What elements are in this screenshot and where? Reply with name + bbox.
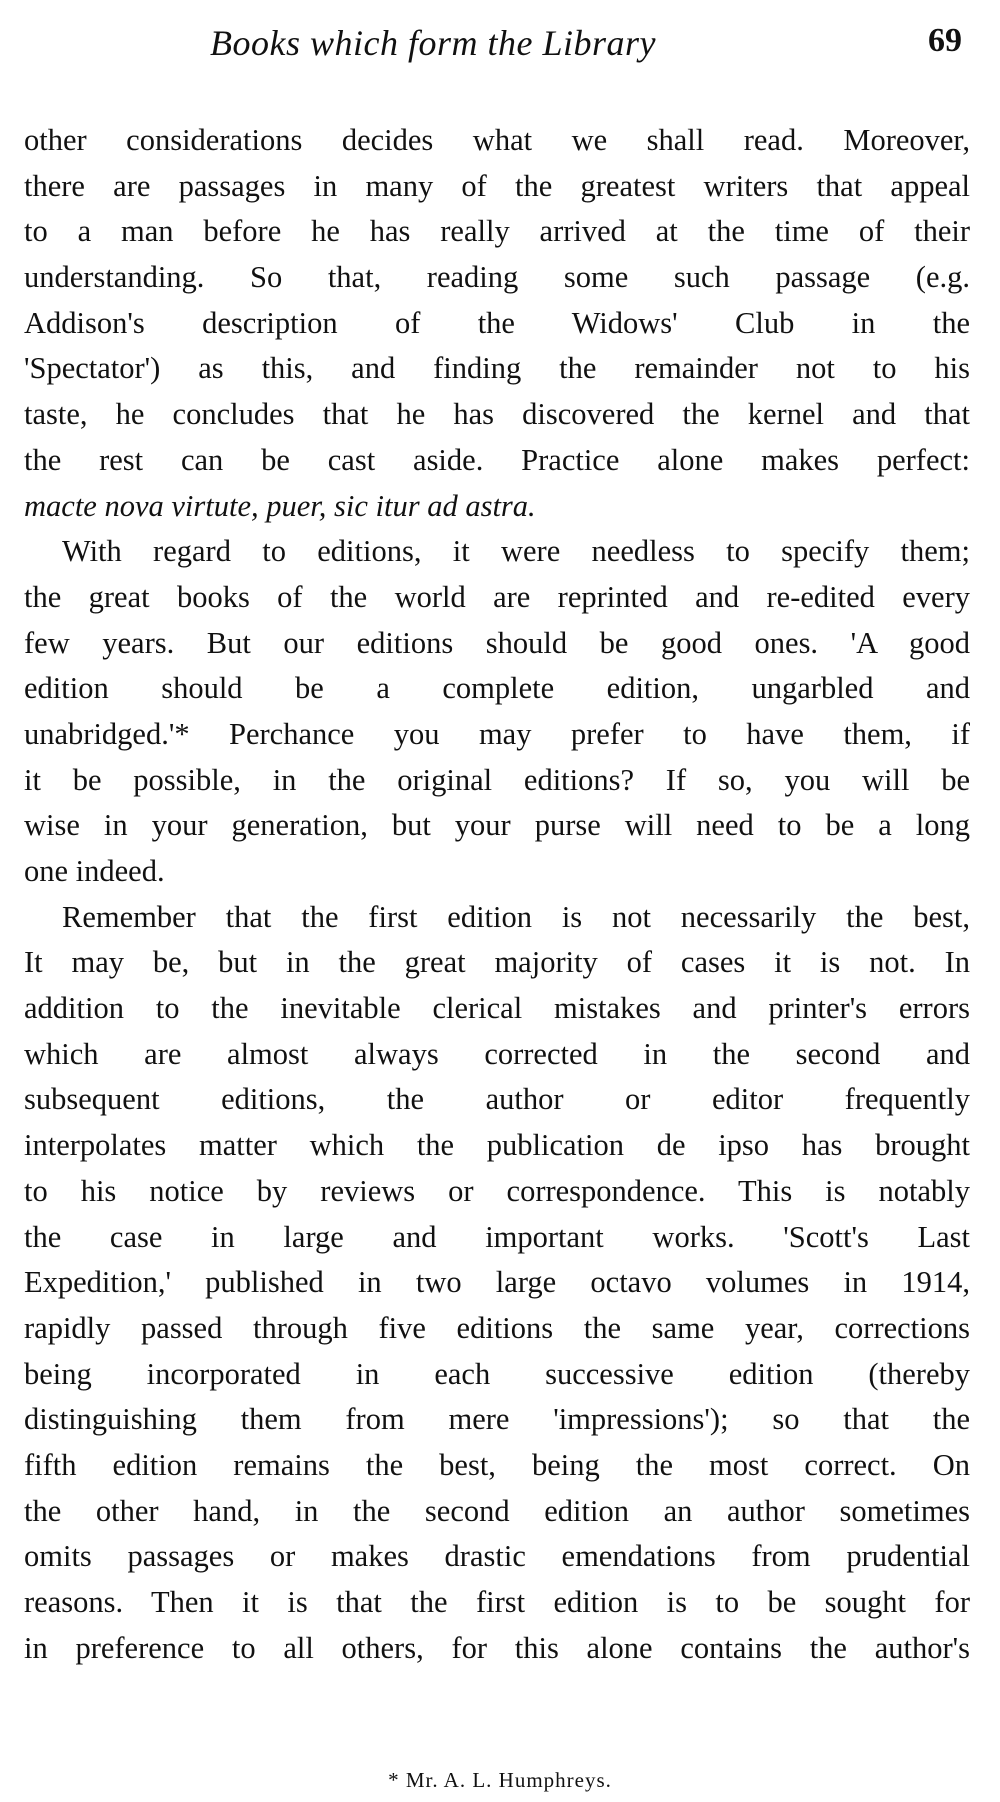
text-line: in preference to all others, for this alone contains the author's xyxy=(24,1630,970,1665)
text-line: subsequent editions, the author or editor frequently xyxy=(24,1082,970,1117)
text-line: Addison's description of the Widows' Club in the xyxy=(24,305,970,340)
text-line: reasons. Then it is that the first edition is to be sought for xyxy=(24,1585,970,1619)
footnote: * Mr. A. L. Humphreys. xyxy=(388,1768,612,1792)
text-line: there are passages in many of the greatest writers that appeal xyxy=(24,168,970,203)
text-line: the great books of the world are reprinted and re-edited every xyxy=(24,579,970,614)
text-line: addition to the inevitable clerical mistakes and printer's errors xyxy=(24,991,970,1026)
text-line: to a man before he has really arrived at the time of their xyxy=(24,214,970,249)
running-head xyxy=(0,22,1000,72)
text-line: fifth edition remains the best, being the most correct. On xyxy=(24,1447,970,1482)
text-line: With regard to editions, it were needless to specify them; xyxy=(62,534,970,569)
text-line: the case in large and important works. 'Scott's Last xyxy=(24,1219,970,1254)
text-line: edition should be a complete edition, ungarbled and xyxy=(24,671,970,706)
text-line: few years. But our editions should be good ones. 'A good xyxy=(24,625,970,660)
text-line: 'Spectator') as this, and finding the remainder not to his xyxy=(24,351,970,386)
text-line: being incorporated in each successive edition (thereby xyxy=(24,1356,970,1391)
text-line: understanding. So that, reading some such passage (e.g. xyxy=(24,260,970,295)
text-line-italic xyxy=(24,484,970,530)
text-line: taste, he concludes that he has discovered the kernel and that xyxy=(24,397,970,432)
text-line: omits passages or makes drastic emendations from prudential xyxy=(24,1539,970,1574)
text-line: unabridged.'* Perchance you may prefer to have them, if xyxy=(24,716,970,751)
text-line: Expedition,' published in two large octavo volumes in 1914, xyxy=(24,1265,970,1300)
text-line: distinguishing them from mere 'impressions'); so that the xyxy=(24,1402,970,1437)
text-line: interpolates matter which the publication de ipso has brought xyxy=(24,1128,970,1163)
text-line: which are almost always corrected in the second and xyxy=(24,1036,970,1071)
body-text xyxy=(24,118,970,1671)
text-line: the other hand, in the second edition an author sometimes xyxy=(24,1493,970,1528)
text-line: the rest can be cast aside. Practice alone makes perfect: xyxy=(24,442,970,477)
text-line: It may be, but in the great majority of cases it is not. In xyxy=(24,945,970,980)
text-line: one indeed. xyxy=(24,854,165,888)
page-number: 69 xyxy=(928,22,962,59)
running-title: Books which form the Library xyxy=(210,23,656,63)
text-line: Remember that the first edition is not necessarily the best, xyxy=(62,899,970,934)
text-line: rapidly passed through five editions the same year, corrections xyxy=(24,1310,970,1345)
text-line: to his notice by reviews or correspondence. This is notably xyxy=(24,1173,970,1208)
text-line: wise in your generation, but your purse will need to be a long xyxy=(24,808,970,843)
text-line: other considerations decides what we shall read. Moreover, xyxy=(24,123,970,157)
text-line: it be possible, in the original editions? If so, you will be xyxy=(24,762,970,797)
latin-quote: macte nova virtute, puer, sic itur ad astra. xyxy=(24,488,536,523)
